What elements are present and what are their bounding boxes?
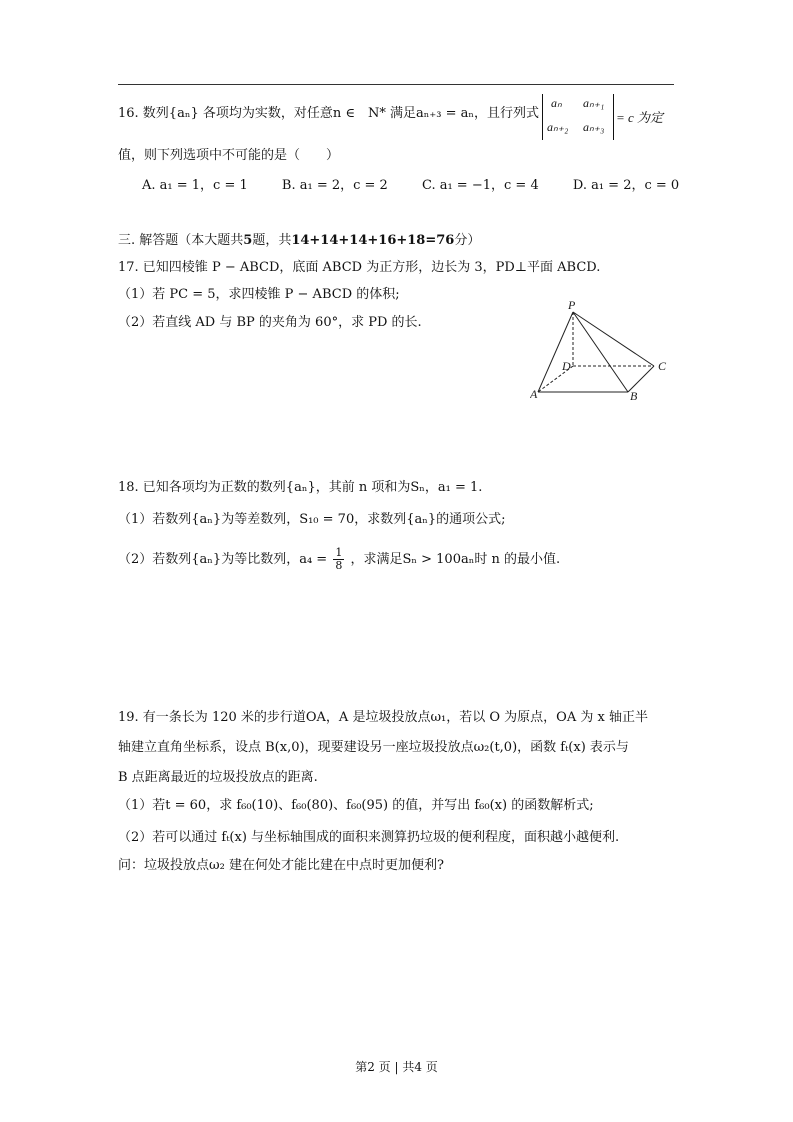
det-a21: aₙ₊₂ — [547, 120, 569, 134]
label-p: P — [568, 298, 576, 312]
q18-part2-a: （2）若数列{aₙ}为等比数列，a₄ = — [118, 552, 328, 567]
q16-line2 — [118, 146, 339, 166]
page-footer: 第2 页 | 共4 页 — [355, 1060, 438, 1074]
header-rule — [118, 84, 674, 85]
label-c: C — [658, 359, 667, 373]
label-a: A — [530, 387, 538, 401]
q17-part2 — [118, 313, 422, 333]
q18-stem — [118, 478, 482, 498]
q18-part2 — [118, 547, 560, 572]
edge-pc — [573, 312, 654, 366]
label-d: D — [562, 359, 571, 373]
det-a12: aₙ₊₁ — [583, 96, 605, 110]
section3-heading — [118, 231, 480, 251]
q19-part3 — [118, 856, 444, 876]
q19-part2-text: （2）若可以通过 fₜ(x) 与坐标轴围成的面积来测算扔垃圾的便利程度，面积越小越便利. — [118, 830, 620, 845]
q19-line2 — [118, 738, 629, 758]
q16-set-text: N* 满足aₙ₊₃ = aₙ，且行列式 — [368, 106, 539, 121]
q17-stem-text: 17. 已知四棱锥 P − ABCD，底面 ABCD 为正方形，边长为 3，PD⊥平面 ABCD. — [118, 260, 601, 275]
q16-det-tail — [616, 108, 663, 129]
q19-part1-text: （1）若t = 60，求 f₆₀(10)、f₆₀(80)、f₆₀(95) 的值，并写出 f₆₀(x) 的函数解析式; — [118, 798, 594, 813]
edge-pa — [538, 312, 573, 392]
q17-part2-text: （2）若直线 AD 与 BP 的夹角为 60°，求 PD 的长. — [118, 315, 422, 330]
q19-line1 — [118, 708, 648, 728]
pyramid-figure — [530, 298, 675, 408]
q19-part2 — [118, 828, 619, 848]
section3-mid: 题，共 — [252, 233, 292, 248]
q19-line3 — [118, 768, 318, 788]
fraction — [333, 547, 344, 572]
det-tail: = c 为定 — [616, 110, 664, 125]
section3-suffix: 分） — [454, 233, 481, 248]
section3-prefix: 三. 解答题（本大题共 — [118, 233, 244, 248]
q16-line1 — [118, 104, 355, 124]
q16-line1-set — [368, 104, 539, 124]
q19-part3-text: 问：垃圾投放点ω₂ 建在何处才能比建在中点时更加便利? — [118, 858, 444, 873]
label-b: B — [630, 389, 638, 403]
q18-stem-text: 18. 已知各项均为正数的数列{aₙ}，其前 n 项和为Sₙ，a₁ = 1. — [118, 480, 483, 495]
q17-stem — [118, 258, 600, 278]
option-a: A. a₁ = 1，c = 1 — [142, 178, 248, 193]
q17-part1 — [118, 285, 400, 305]
option-c: C. a₁ = −1，c = 4 — [421, 178, 539, 193]
section3-count: 5 — [243, 233, 253, 248]
q16-options — [142, 176, 709, 196]
section3-scores: 14+14+14+16+18=76 — [291, 233, 455, 248]
option-d: D. a₁ = 2，c = 0 — [572, 178, 680, 193]
q19-part1 — [118, 796, 594, 816]
q18-part2-b: ，求满足Sₙ > 100aₙ时 n 的最小值. — [350, 552, 561, 567]
q18-part1 — [118, 510, 506, 530]
q19-line2-text: 轴建立直角坐标系，设点 B(x,0)，现要建设另一座垃圾投放点ω₂(t,0)，函数 fₜ(x) 表示与 — [118, 740, 629, 755]
fraction-denominator: 8 — [335, 559, 343, 572]
det-a22: aₙ₊₃ — [583, 120, 605, 134]
edge-pb — [573, 312, 628, 392]
q19-line1-text: 19. 有一条长为 120 米的步行道OA，A 是垃圾投放点ω₁，若以 O 为原点，OA 为 x 轴正半 — [118, 710, 648, 725]
fraction-numerator: 1 — [335, 546, 343, 559]
determinant — [542, 94, 614, 140]
q16-text: 16. 数列{aₙ} 各项均为实数，对任意n ∈ — [118, 106, 355, 121]
q16-question: 值，则下列选项中不可能的是（ ） — [118, 148, 340, 163]
q19-line3-text: B 点距离最近的垃圾投放点的距离. — [118, 770, 318, 785]
option-b: B. a₁ = 2，c = 2 — [281, 178, 388, 193]
q18-part1-text: （1）若数列{aₙ}为等差数列，S₁₀ = 70，求数列{aₙ}的通项公式; — [118, 512, 506, 527]
q17-part1-text: （1）若 PC = 5，求四棱锥 P − ABCD 的体积; — [118, 287, 400, 302]
det-a11: aₙ — [551, 96, 562, 110]
